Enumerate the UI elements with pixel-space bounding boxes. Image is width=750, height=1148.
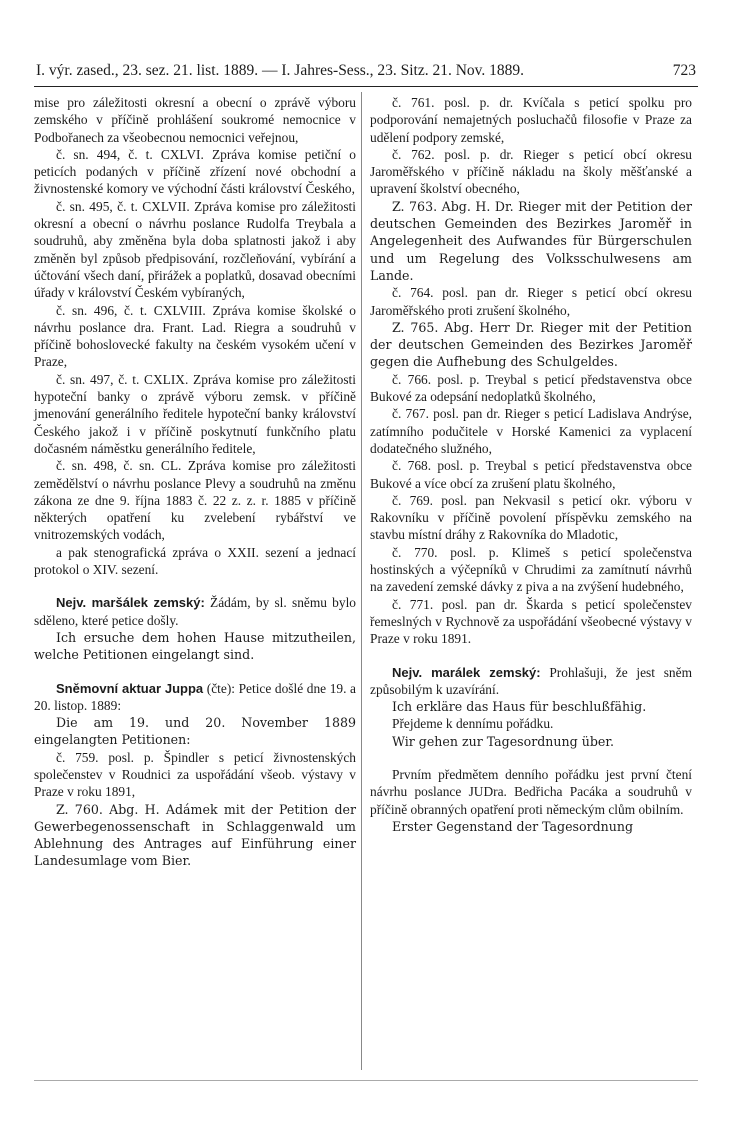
paragraph bbox=[370, 405, 692, 457]
speaker-paragraph bbox=[34, 594, 356, 629]
german-paragraph bbox=[34, 714, 356, 749]
paragraph bbox=[34, 302, 356, 371]
paragraph bbox=[34, 198, 356, 302]
paragraph bbox=[370, 766, 692, 818]
paragraph-text: Die am 19. und 20. November 1889 eingelangten Petitionen: bbox=[34, 715, 356, 748]
paragraph-text: č. 764. posl. pan dr. Rieger s peticí obcí okresu Jaroměřského proti zrušení školného, bbox=[370, 285, 692, 318]
german-paragraph bbox=[370, 818, 692, 835]
left-column bbox=[34, 94, 356, 870]
german-paragraph bbox=[34, 629, 356, 664]
right-column bbox=[370, 94, 692, 835]
paragraph bbox=[370, 94, 692, 146]
paragraph bbox=[34, 146, 356, 198]
header-rule bbox=[34, 86, 698, 87]
paragraph bbox=[370, 457, 692, 492]
speaker-name: Nejv. marálek zemský: bbox=[392, 664, 541, 680]
paragraph bbox=[370, 371, 692, 406]
german-paragraph bbox=[370, 733, 692, 750]
paragraph-text: č. sn. 494, č. t. CXLVI. Zpráva komise petiční o peticích podaných v příčině zřízení nové obchodní a živnostenské komory ve východní části království Českého, bbox=[34, 146, 356, 197]
paragraph-text: Ich erkläre das Haus für beschlußfähig. bbox=[392, 699, 647, 715]
paragraph bbox=[370, 596, 692, 648]
paragraph bbox=[34, 457, 356, 543]
paragraph-text: č. 759. posl. p. Špindler s peticí živnostenských společenstev v Roudnici za uspořádání všeob. výstavy v Praze v roku 1891, bbox=[34, 749, 356, 800]
paragraph-text: mise pro záležitosti okresní a obecní o zprávě výboru zemského v příčině prohlášení soukromé nemocnice v Podbořanech za všeobecnou nemocnici veřejnou, bbox=[34, 95, 356, 145]
paragraph-text: č. 770. posl. p. Klimeš s peticí společenstva hostinských a výčepníků v Chrudimi za zamítnutí návrhů na zavedení zemské dávky z piva a na zvýšení hudebného, bbox=[370, 544, 692, 595]
speaker-name: Nejv. maršálek zemský: bbox=[56, 595, 205, 611]
paragraph bbox=[370, 492, 692, 544]
paragraph-text: č. 761. posl. p. dr. Kvíčala s peticí spolku pro podporování nemajetných posluchačů filosofie v Praze za udělení podpory zemské, bbox=[370, 95, 692, 145]
speaker-paragraph bbox=[34, 680, 356, 715]
paragraph-gap bbox=[34, 578, 356, 594]
paragraph-gap bbox=[34, 664, 356, 680]
paragraph-gap bbox=[370, 648, 692, 664]
paragraph-text: č. sn. 496, č. t. CXLVIII. Zpráva komise školské o návrhu poslance dra. Frant. Lad. Riegra a soudruhů v příčině bohoslovecké fakulty na českém vysokém učení v Praze, bbox=[34, 302, 356, 370]
bottom-rule bbox=[34, 1080, 698, 1081]
german-paragraph bbox=[370, 319, 692, 371]
paragraph-text: Prvním předmětem denního pořádku jest první čtení návrhu poslance JUDra. Bedřicha Pacáka a soudruhů v příčině obranných opatření proti německým clům obilním. bbox=[370, 766, 692, 817]
paragraph-text: č. 767. posl. pan dr. Rieger s peticí Ladislava Andrýse, zatímního podučitele v Horské Kamenici za vyplacení dodatečného služného, bbox=[370, 406, 692, 456]
paragraph-text: Z. 763. Abg. H. Dr. Rieger mit der Petition der deutschen Gemeinden des Bezirkes Jaroměř in Angelegenheit des Aufwandes für Bürgerschulen und um Regelung des Volksschulwesens am Lande. bbox=[370, 198, 692, 283]
paragraph-text: Prohlašuji, že jest sněm způsobilým k uzavírání. bbox=[370, 664, 692, 697]
paragraph bbox=[370, 146, 692, 198]
paragraph-gap bbox=[370, 750, 692, 766]
paragraph bbox=[370, 284, 692, 319]
paragraph-text: Wir gehen zur Tagesordnung über. bbox=[392, 733, 614, 749]
paragraph-text: č. sn. 497, č. t. CXLIX. Zpráva komise pro záležitosti hypoteční banky o zprávě výboru zemsk. v příčině jmenování generálního ředitele hypoteční banky království Českého jakož i v příčině poskytnutí funkčního platu dočasném náměstku generálního ředitele, bbox=[34, 371, 356, 456]
german-paragraph bbox=[370, 198, 692, 284]
paragraph-text: Z. 760. Abg. H. Adámek mit der Petition der Gewerbegenossenschaft in Schlaggenwald um Ablehnung des Antrages auf Einführung einer Landesumlage vom Bier. bbox=[34, 801, 356, 869]
running-head: I. výr. zased., 23. sez. 21. list. 1889. — I. Jahres-Sess., 23. Sitz. 21. Nov. 1889. bbox=[36, 62, 525, 79]
paragraph-text: Erster Gegenstand der Tagesordnung bbox=[392, 818, 634, 834]
speaker-name: Sněmovní aktuar Juppa bbox=[56, 680, 204, 696]
paragraph-text: č. 771. posl. pan dr. Škarda s peticí společenstev řemeslných v Rychnově za uspořádání všeobecné výstavy v Praze v roku 1891. bbox=[370, 596, 692, 647]
paragraph-text: č. 762. posl. p. dr. Rieger s peticí obcí okresu Jaroměřského v příčině nákladu na školy měšťanské a upravení školství obecného, bbox=[370, 146, 692, 197]
paragraph-text: Žádám, by sl. sněmu bylo sděleno, které petice došly. bbox=[34, 595, 356, 628]
paragraph bbox=[370, 715, 692, 732]
paragraph-text: č. 766. posl. p. Treybal s peticí představenstva obce Bukové za odepsání nedoplatků školného, bbox=[370, 371, 692, 405]
paragraph bbox=[370, 544, 692, 596]
paragraph-text: č. 768. posl. p. Treybal s peticí představenstva obce Bukové a více obcí za zrušení platu školného, bbox=[370, 458, 692, 491]
paragraph-text: Z. 765. Abg. Herr Dr. Rieger mit der Petition der deutschen Gemeinden des Bezirkes Jaroměř gegen die Aufhebung des Schulgeldes. bbox=[370, 319, 692, 370]
paragraph-text: Ich ersuche dem hohen Hause mitzutheilen, welche Petitionen eingelangt sind. bbox=[34, 629, 356, 663]
paragraph-text: a pak stenografická zpráva o XXII. sezení a jednací protokol o XIV. sezení. bbox=[34, 544, 356, 578]
paragraph-text: č. 769. posl. pan Nekvasil s peticí okr. výboru v Rakovníku v příčině povolení příspěvku zemského na stavbu místní dráhy z Rakovníka do Mladotic, bbox=[370, 492, 692, 543]
paragraph bbox=[34, 94, 356, 146]
paragraph-text: Přejdeme k dennímu pořádku. bbox=[392, 716, 554, 732]
paragraph-text: č. sn. 495, č. t. CXLVII. Zpráva komise pro záležitosti okresní a obecní o návrhu poslance Rudolfa Treybala a soudruhů, aby změněna byla doba splatnosti jakož i aby změněn byl způsob předpisování, rozčleňování, vybírání a účtování všech daní, přirážek a poplatků, dosavad obecními úřady v království Českém vybíraných, bbox=[34, 198, 356, 301]
paragraph bbox=[34, 544, 356, 579]
paragraph-text: č. sn. 498, č. sn. CL. Zpráva komise pro záležitosti zemědělství o návrhu poslance Plevy a soudruhů na změnu zákona ze dne 9. října 1883 č. 22 z. z. r. 1885 v příčině některých opatření ku zvelebení rybářství ve vnitrozemských vodách, bbox=[34, 458, 356, 543]
german-paragraph bbox=[34, 801, 356, 870]
paragraph bbox=[34, 371, 356, 457]
column-divider bbox=[361, 92, 362, 1070]
paragraph bbox=[34, 749, 356, 801]
speaker-paragraph bbox=[370, 664, 692, 699]
page-header bbox=[36, 62, 696, 84]
page-number: 723 bbox=[672, 62, 696, 79]
paragraph-text: (čte): Petice došlé dne 19. a 20. listop. 1889: bbox=[34, 680, 356, 713]
german-paragraph bbox=[370, 698, 692, 715]
